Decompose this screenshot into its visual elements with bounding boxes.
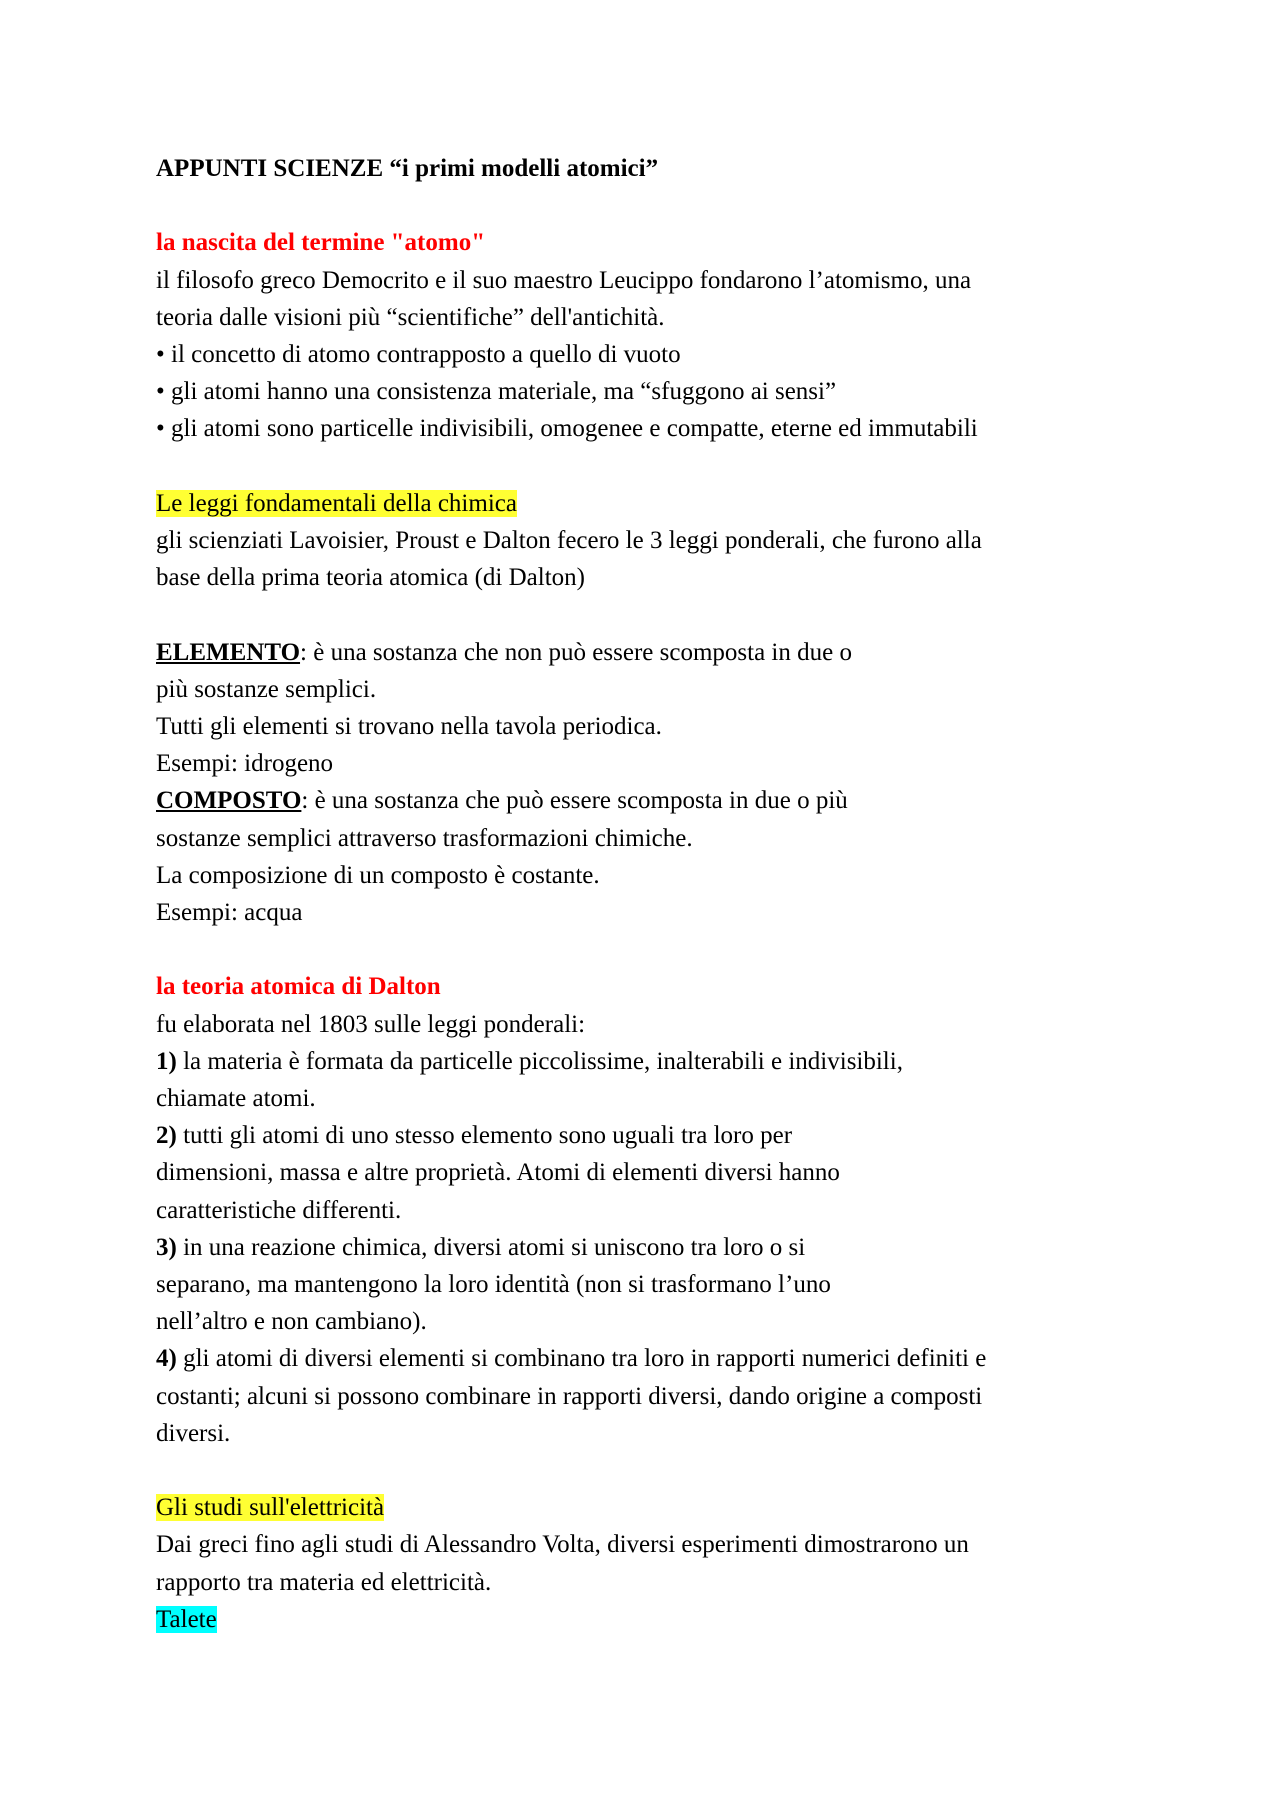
section-heading-atomo: la nascita del termine "atomo" [156,229,486,257]
point-text: gli atomi di diversi elementi si combinano tra loro in rapporti numerici definiti e [176,1345,987,1373]
page-title: APPUNTI SCIENZE “i primi modelli atomici” [156,155,659,182]
point-text: in una reazione chimica, diversi atomi si uniscono tra loro o si [176,1233,806,1261]
paragraph-line: rapporto tra materia ed elettricità. [156,1568,492,1596]
definition-term: COMPOSTO [156,787,302,815]
paragraph-line: chiamate atomi. [156,1085,316,1113]
paragraph-line: La composizione di un composto è costante. [156,861,600,889]
point-number: 2) [156,1122,177,1150]
definition-composto [156,782,1146,819]
highlighted-subheading: Talete [156,1605,217,1633]
subheading-talete [156,1601,1146,1638]
section-heading-leggi [156,485,1146,522]
spacer [156,596,1146,633]
section-heading-dalton: la teoria atomica di Dalton [156,973,441,1001]
paragraph-line: diversi. [156,1419,231,1447]
paragraph-line: Esempi: acqua [156,899,303,927]
paragraph-line: più sostanze semplici. [156,675,377,703]
definition-text: : è una sostanza che può essere scomposta in due o più [301,787,848,815]
paragraph-line: gli scienziati Lavoisier, Proust e Dalton fecero le 3 leggi ponderali, che furono alla [156,527,982,554]
spacer [156,187,1146,224]
numbered-point [156,1340,1146,1377]
document-body [156,150,1146,1638]
point-text: la materia è formata da particelle piccolissime, inalterabili e indivisibili, [176,1047,903,1075]
bullet-item: • gli atomi hanno una consistenza materiale, ma “sfuggono ai sensi” [156,378,837,406]
section-heading-elettricita [156,1489,1146,1526]
definition-elemento [156,634,1146,671]
paragraph-line: Tutti gli elementi si trovano nella tavola periodica. [156,713,662,740]
point-number: 4) [156,1345,177,1373]
paragraph-line: il filosofo greco Democrito e il suo maestro Leucippo fondarono l’atomismo, una [156,266,972,294]
paragraph-line: fu elaborata nel 1803 sulle leggi ponderali: [156,1010,586,1038]
spacer [156,931,1146,968]
paragraph-line: sostanze semplici attraverso trasformazioni chimiche. [156,824,693,852]
paragraph-line: Esempi: idrogeno [156,750,334,778]
paragraph-line: costanti; alcuni si possono combinare in rapporti diversi, dando origine a composti [156,1382,983,1410]
bullet-item: • gli atomi sono particelle indivisibili, omogenee e compatte, eterne ed immutabili [156,415,978,443]
paragraph-line: caratteristiche differenti. [156,1196,402,1224]
definition-term: ELEMENTO [156,638,301,666]
highlighted-heading: Le leggi fondamentali della chimica [156,489,517,517]
bullet-item: • il concetto di atomo contrapposto a quello di vuoto [156,341,681,368]
point-number: 3) [156,1233,177,1261]
highlighted-heading: Gli studi sull'elettricità [156,1494,385,1522]
spacer [156,448,1146,485]
paragraph-line: nell’altro e non cambiano). [156,1308,427,1336]
numbered-point [156,1117,1146,1154]
paragraph-line: dimensioni, massa e altre proprietà. Atomi di elementi diversi hanno [156,1159,840,1187]
spacer [156,1452,1146,1489]
point-text: tutti gli atomi di uno stesso elemento sono uguali tra loro per [176,1122,793,1150]
paragraph-line: base della prima teoria atomica (di Dalton) [156,564,585,592]
paragraph-line: separano, ma mantengono la loro identità (non si trasformano l’uno [156,1271,831,1299]
numbered-point [156,1043,1146,1080]
numbered-point [156,1229,1146,1266]
definition-text: : è una sostanza che non può essere scomposta in due o [300,638,852,666]
paragraph-line: teoria dalle visioni più “scientifiche” dell'antichità. [156,303,665,331]
point-number: 1) [156,1047,177,1075]
paragraph-line: Dai greci fino agli studi di Alessandro Volta, diversi esperimenti dimostrarono un [156,1531,969,1559]
